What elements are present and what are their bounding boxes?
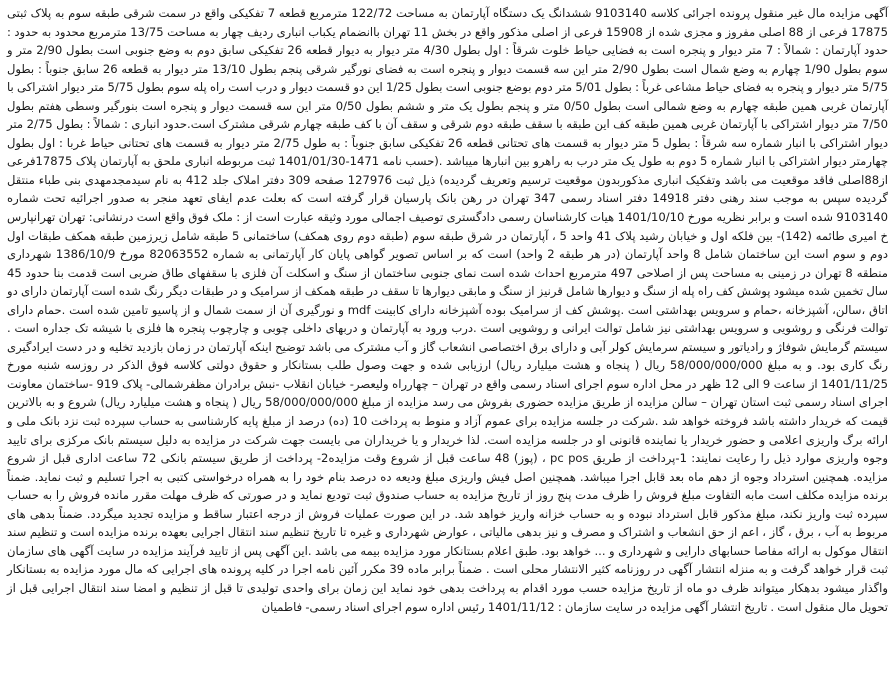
auction-notice-body: آگهی مزایده مال غیر منقول پرونده اجرائی کلاسه 9103140 ششدانگ یک دستگاه آپارتمان به مساحت 122/72 مترمربع قطعه 7 تفکیکی واقع در سمت شرقی طبقه سوم به پلاک ثبتی 17875 فرعی از 88 اصلی مفروز و مجزی شده از 15908 فرعی از اصلی مذکور واقع در بخش 11 تهران باانضمام یکباب انباری ردیف چهار به مساحت 13/75 مترمربع محدود به حدود : حدود آپارتمان : شمالاً : 7 متر دیوار و پنجره است به فضایی حیاط خلوت شرقاً : اول بطول 4/30 متر دیوار به دیوار قطعه 26 تفکیکی سابق دوم به وضع جنوبی است بطول 2/90 متر و سوم بطول 1/90 چهارم به وضع شمال است بطول 2/90 متر این سه قسمت دیوار و پنجره است به فضای نورگیر شرقی پنجم بطول 13/10 متر دیوار به قطعه 26 سابق جنوباً : بطول 5/75 متر دیوار و پنجره به فضای حیاط مشاعی غرباً : بطول 5/01 متر دوم بوضع جنوبی است بطول 1/25 این دو قسمت دیوار و درب است راه پله سوم بطول 5/75 متر دیوار اشتراکی با آپارتمان غربی همین طبقه چهارم به وضع شمالی است بطول 0/50 متر و پنجم بطول یک متر و ششم بطول 0/50 متر این سه قسمت دیوار و پنجره است بنورگیر وسطی هفتم بطول 7/50 متر دیوار اشتراکی با آپارتمان غربی همین طبقه کف این طبقه با سقف طبقه دوم شرقی و سقف آن با کف طبقه چهارم شرقی مشترک است.حدود انباری : شمالاً : بطول 2/75 متر دیوار اشتراکی با انبار شماره سه شرقاً : بطول 5 متر دیوار به قسمت های تحتانی قطعه 26 تفکیکی سابق جنوباً : به طول 2/75 متر دیوار به قسمت های تحتانی حیاط غربا : اول بطول چهارمتر دیوار اشتراکی با انبار شماره 5 دوم به طول یک متر درب به راهرو بین انبارها میباشد .(حسب نامه 1471-1401/01/30 ثبت مربوطه انباری ملحق به آپارتمان پلاک 17875فرعی از88اصلی فاقد موقعیت می باشد وتفکیک انباری مذکوربدون موقعیت ترسیم وتعریف گردیده) ذیل ثبت 127976 صفحه 309 دفتر املاک جلد 412 به نام سیدمجدمهدی بنی طباء منتقل گردیده سپس به موجب سند رهنی دفتر 14918 دفتر اسناد رسمی 347 تهران در رهن بانک پارسیان قرار گرفته است که بعلت عدم ایفای تعهد منجر به صدور اجرائیه تحت شماره 9103140 شده است و برابر نظریه مورخ 1401/10/10 هیات کارشناسان رسمی دادگستری توصیف اجمالی مورد وثیقه عبارت است از : ملک فوق واقع است درنشانی: تهران تهرانپارس خ امیری طائمه (142)- بین فلکه اول و خیابان رشید پلاک 41 واحد 5 ، آپارتمان در شرق طبقه سوم (طبقه دوم روی همکف) ساختمانی 5 طبقه شامل زیرزمین طبقه همکف طبقات اول دوم و سوم است این ساختمان شامل 8 واحد آپارتمان (در هر طبقه 2 واحد) است که بر اساس تصویر گواهی پایان کار آپارتمانی به شماره 82063552 مورخ 1386/10/9 شهرداری منطقه 8 تهران در زمینی به مساحت پس از اصلاحی 497 مترمربع احداث شده است نمای جنوبی ساختمان از سنگ و اسکلت آن فلزی با سقفهای طاق ضربی است قدمت بنا حدود 45 سال تخمین شده میشود پوشش کف راه پله از سنگ و دیوارها شامل قرنیز از سنگ و مابقی دیوارها تا سقف در طبقه همکف از سرامیک و در طبقات دیگر رنگ شده است آپارتمان دارای دو اتاق ،سالن، آشپزخانه ،حمام و سرویس بهداشتی است .پوشش کف از سرامیک بوده آشپزخانه دارای کابینت mdf و نورگیری آن از سمت شمال و از پاسیو تامین شده است .حمام دارای توالت فرنگی و روشویی و سرویس بهداشتی نیز شامل توالت ایرانی و روشویی است .درب ورود به آپارتمان و دربهای داخلی چوبی و چارچوب پنجره ها فلزی با شیشه تک جداره است . سیستم گرمایش شوفاژ و رادیاتور و سیستم سرمایش کولر آبی و دارای برق اختصاصی انشعاب گاز و آب مشترک می باشد توضیح اینکه آپارتمان در زمان بازدید تخلیه و در دست ایرادگیری رنگ کاری بود. و به مبلغ 58/000/000/000 ریال ( پنجاه و هشت میلیارد ریال) ارزیابی شده و جهت وصول طلب بستانکار و حقوق دولتی کلاسه فوق الذکر در روزسه شنبه مورخ 1401/11/25 از ساعت 9 الی 12 ظهر در محل اداره سوم اجرای اسناد رسمی واقع در تهران – چهارراه ولیعصر- خیابان انقلاب -نبش برادران مظفرشمالی- پلاک 919 -ساختمان معاونت اجرای اسناد رسمی ثبت استان تهران – سالن مزایده از طریق مزایده حضوری بفروش می رسد مزایده از مبلغ 58/000/000/000 ریال ( پنجاه و هشت میلیارد ریال) شروع و به بالاترین قیمت که خریدار داشته باشد فروخته خواهد شد .شرکت در جلسه مزایده برای عموم آزاد و منوط به پرداخت 10 (ده) درصد از مبلغ پایه کارشناسی به حساب سپرده ثبت نزد بانک ملی و ارائه برگ واریزی اعلامی و حضور خریدار یا نماینده قانونی او در جلسه مزایده است. لذا خریدار و یا خریداران می بایست جهت شرکت در مزایده به دلیل سیستم بانک مرکزی برای تایید وجوه واریزی موارد ذیل را رعایت نمایند: 1-پرداخت از طریق pc pos ، (پوز) 48 ساعت قبل از شروع وقت مزایده2- پرداخت از طریق سیستم بانکی 72 ساعت اداری قبل از شروع مزایده. همچنین استرداد وجوه از دهم ماه بعد قابل اجرا میباشد. همچنین اصل فیش واریزی مبلغ ودیعه ده درصد بنام خود را به همراه درخواستی کتبی به اجرا تسلیم و ثبت نماید. ضمناً برنده مزایده مکلف است مابه التفاوت مبلغ فروش را ظرف مدت پنج روز از تاریخ مزایده به حساب صندوق ثبت تودیع نماید و در صورتی که ظرف مهلت مقرر مانده فروش را به حساب سپرده ثبت واریز نکند، مبلغ مذکور قابل استرداد نبوده و به حساب خزانه واریز خواهد شد. در این صورت عملیات فروش از درجه اعتبار ساقط و مزایده تجدید میگردد. ضمناً بدهی های مربوط به آب ، برق ، گاز ، اعم از حق انشعاب و اشتراک و مصرف و نیز بدهی مالیاتی ، عوارض شهرداری و غیره تا تاریخ تنظیم سند انتقال اجرایی بعهده برنده مزایده است و تنظیم سند انتقال موکول به ارائه مفاصا حسابهای دارایی و شهرداری و ... خواهد بود. طبق اعلام بستانکار مورد مزایده بیمه می باشد .این آگهی پس از تایید فرآیند مزایده در سایت آگهی های سازمان ثبت قرار خواهد گرفت و به منزله انتشار آگهی در روزنامه کثیر الانتشار محلی است . ضمناً برابر ماده 39 مکرر آئین نامه اجرا در کلیه پرونده های اجرایی که مال مورد مزایده به بستانکار واگذار میشود بدهکار میتواند ظرف دو ماه از تاریخ مزایده حسب مورد اقدام به پرداخت بدهی خود نماید این زمان برای واحدی تولیدی تا قبل از تنظیم و امضا سند انتقال اجرایی قبل از تحویل مال منقول است . تاریخ انتشار آگهی مزایده در سایت سازمان : 1401/11/12 رئیس اداره سوم اجرای اسناد رسمی- فاطمیان [7,6,888,614]
